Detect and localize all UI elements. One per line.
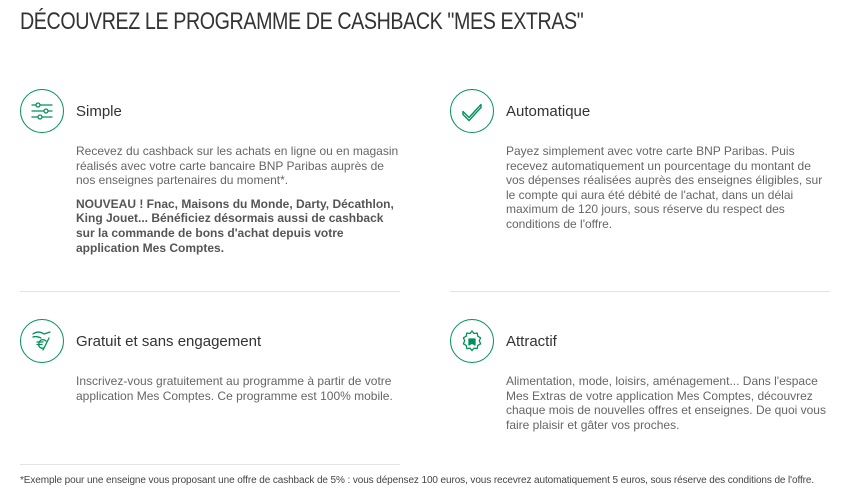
award-badge-icon bbox=[450, 319, 494, 363]
divider bbox=[20, 464, 400, 465]
feature-title-gratuit: Gratuit et sans engagement bbox=[76, 332, 262, 350]
euro-hand-icon bbox=[20, 319, 64, 363]
feature-attractif bbox=[450, 318, 830, 441]
feature-text: Alimentation, mode, loisirs, aménagement... Dans l'espace Mes Extras de votre application Mes Comptes, découvrez chaque mois de nouvelles offres et enseignes. De quoi vous faire plaisir et gâter vos proches. bbox=[506, 374, 826, 432]
checkmark-icon bbox=[450, 89, 494, 133]
feature-text: Payez simplement avec votre carte BNP Paribas. Puis recevez automatiquement un pourcentage du montant de vos dépenses réalisées auprès des enseignes éligibles, sur le compte qui aura été débité de l'achat, dans un délai maximum de 120 jours, sous réserve du respect des conditions de l'offre. bbox=[506, 144, 823, 231]
feature-simple bbox=[20, 88, 400, 264]
feature-gratuit bbox=[20, 318, 400, 412]
feature-text: Recevez du cashback sur les achats en ligne ou en magasin réalisés avec votre carte bancaire BNP Paribas auprès de nos enseignes partenaires du moment*. bbox=[76, 144, 399, 188]
feature-title-attractif: Attractif bbox=[506, 332, 557, 350]
feature-automatique bbox=[450, 88, 830, 241]
footnote: *Exemple pour une enseigne vous proposant une offre de cashback de 5% : vous dépensez 100 euros, vous recevrez automatiquement 5 euros, sous réserve des conditions de l'offre. bbox=[20, 475, 814, 486]
divider bbox=[450, 291, 830, 292]
sliders-icon bbox=[20, 89, 64, 133]
feature-text-new: NOUVEAU ! Fnac, Maisons du Monde, Darty, Décathlon, King Jouet... Bénéficiez désormais aussi de cashback sur la commande de bons d'achat depuis votre application Mes Comptes. bbox=[76, 196, 394, 255]
feature-title-automatique: Automatique bbox=[506, 102, 591, 120]
feature-title-simple: Simple bbox=[76, 102, 122, 120]
feature-text: Inscrivez-vous gratuitement au programme à partir de votre application Mes Comptes. Ce programme est 100% mobile. bbox=[76, 374, 393, 403]
page-title: DÉCOUVREZ LE PROGRAMME DE CASHBACK "MES EXTRAS" bbox=[20, 8, 584, 35]
divider bbox=[20, 291, 400, 292]
